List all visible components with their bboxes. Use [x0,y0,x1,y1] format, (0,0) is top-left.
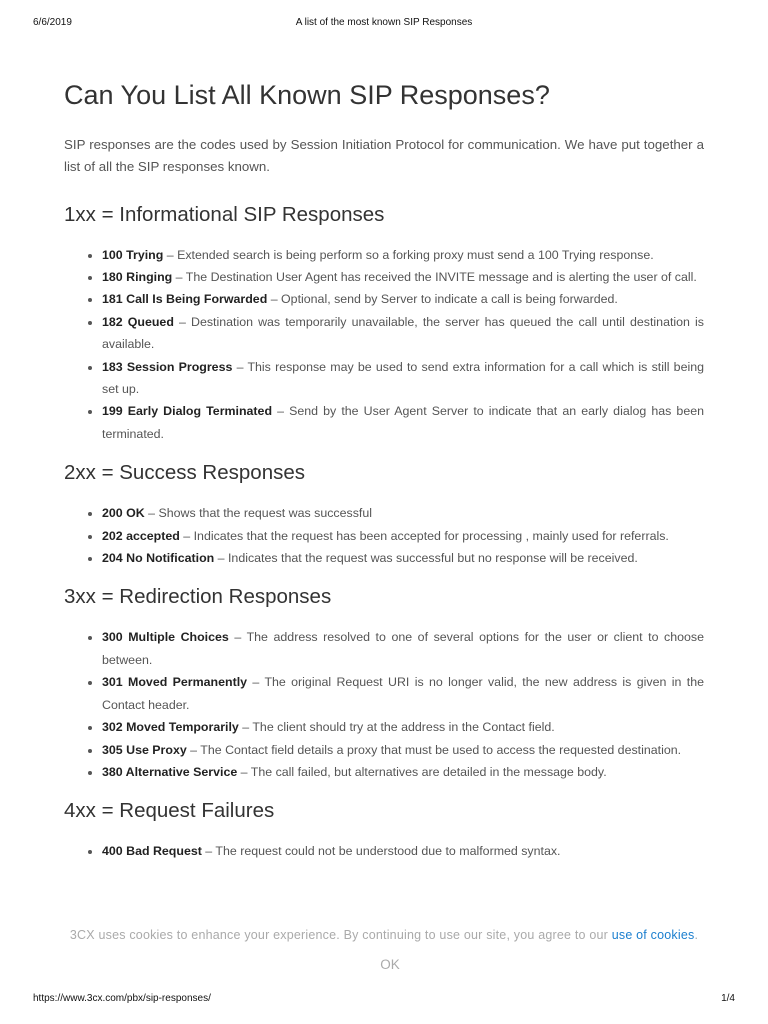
response-code: 301 Moved Permanently [102,675,248,690]
section-heading-1xx: 1xx = Informational SIP Responses [64,202,385,226]
print-title: A list of the most known SIP Responses [295,17,473,28]
response-code: 180 Ringing [102,270,173,284]
cookie-banner [0,928,768,942]
response-list-3xx [64,626,704,783]
response-description: – Indicates that the request has been accepted for processing , mainly used for referrals. [179,528,669,543]
response-code: 300 Multiple Choices [102,630,229,645]
list-item [102,739,704,761]
print-date: 6/6/2019 [33,17,72,28]
response-description: – Optional, send by Server to indicate a call is being forwarded. [267,292,618,307]
response-description: – The original Request URI is no longer valid, the new address is given in the Contact header. [102,675,704,712]
use-of-cookies-link[interactable]: use of cookies [611,928,695,942]
response-code: 181 Call Is Being Forwarded [102,292,268,307]
response-description: – This response may be used to send extra information for a call which is still being set up. [102,359,704,397]
list-item [102,400,704,445]
response-code: 183 Session Progress [102,359,233,374]
cookie-ok-button[interactable]: OK [380,957,400,972]
list-item [102,671,704,716]
response-description: – Send by the User Agent Server to indicate that an early dialog has been terminated. [102,404,705,441]
response-description: – The Destination User Agent has received the INVITE message and is alerting the user of call. [172,270,697,284]
section-heading-3xx: 3xx = Redirection Responses [64,585,332,609]
response-description: – Extended search is being perform so a forking proxy must send a 100 Trying response. [163,247,654,262]
response-code: 199 Early Dialog Terminated [102,404,273,419]
response-code: 100 Trying [102,247,164,262]
response-description: – The call failed, but alternatives are detailed in the message body. [237,764,607,779]
intro-paragraph: SIP responses are the codes used by Session Initiation Protocol for communication. We have put together a list of all the SIP responses known. [64,137,704,175]
response-code: 202 accepted [102,528,180,543]
response-code: 302 Moved Temporarily [102,720,239,735]
response-description: – The Contact field details a proxy that must be used to access the requested destination. [186,742,682,757]
list-item [102,311,704,356]
response-code: 200 OK [102,506,145,521]
list-item [102,266,704,288]
response-list-1xx [64,244,704,446]
response-description: – Destination was temporarily unavailable, the server has queued the call until destination is available. [102,314,704,352]
section-heading-4xx: 4xx = Request Failures [64,799,275,823]
cookie-banner-end: . [694,928,699,942]
response-code: 400 Bad Request [102,844,202,859]
list-item [102,356,704,401]
list-item [102,525,704,547]
list-item [102,761,704,783]
article [64,76,704,875]
response-description: – The address resolved to one of several options for the user or client to choose between. [102,630,704,667]
list-item [102,840,704,862]
cookie-banner-text: 3CX uses cookies to enhance your experience. By continuing to use our site, you agree to our [69,928,612,942]
response-list-2xx [64,502,704,569]
response-description: – Indicates that the request was successful but no response will be received. [214,551,638,566]
response-description: – The request could not be understood due to malformed syntax. [201,844,561,859]
page-title: Can You List All Known SIP Responses? [64,80,550,110]
list-item [102,502,704,524]
response-code: 305 Use Proxy [102,742,187,757]
response-list-4xx [64,840,704,862]
page-number: 1/4 [721,993,735,1004]
response-code: 182 Queued [102,314,174,329]
list-item [102,547,704,569]
print-url: https://www.3cx.com/pbx/sip-responses/ [33,993,211,1004]
print-header [33,17,735,31]
list-item [102,288,704,310]
response-code: 204 No Notification [102,551,215,566]
response-code: 380 Alternative Service [102,764,238,779]
response-description: – Shows that the request was successful [144,506,372,521]
print-footer [33,993,735,1007]
section-heading-2xx: 2xx = Success Responses [64,461,305,485]
response-description: – The client should try at the address in the Contact field. [238,720,555,735]
list-item [102,716,704,738]
list-item [102,244,704,266]
list-item [102,626,704,671]
